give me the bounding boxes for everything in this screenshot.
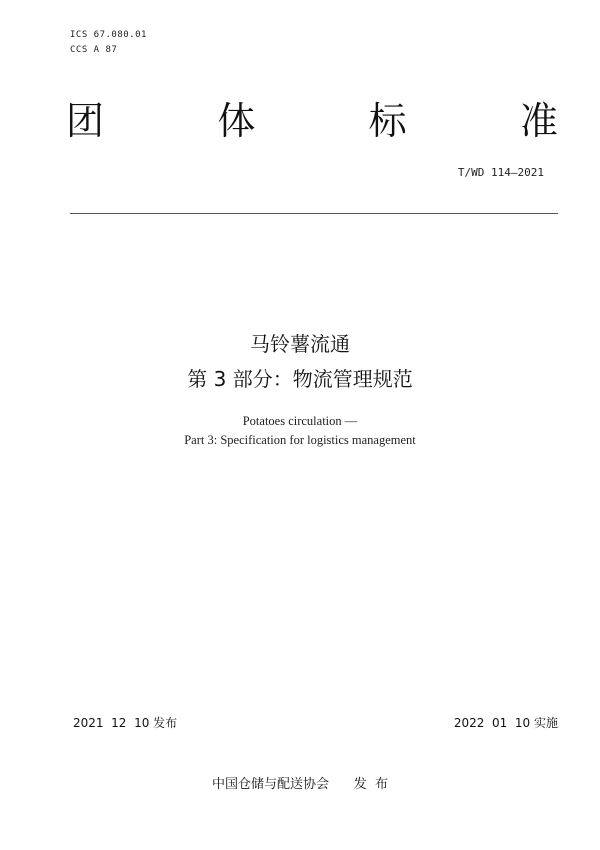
standard-type-char: 团: [66, 99, 105, 143]
standard-number: T/WD 114—2021: [457, 166, 544, 179]
chinese-title-line-2: 第 3 部分：物流管理规范: [187, 367, 413, 391]
ccs-code: CCS A 87: [70, 45, 118, 55]
ics-code: ICS 67.080.01: [70, 30, 147, 40]
english-title-line-2: Part 3: Specification for logistics management: [184, 433, 416, 447]
header-divider: [70, 213, 558, 214]
publisher: 中国仓储与配送协会 发 布: [211, 777, 389, 792]
chinese-title-line-1: 马铃薯流通: [250, 332, 350, 356]
english-title-line-1: Potatoes circulation —: [242, 414, 358, 428]
standard-type-char: 标: [368, 99, 407, 143]
standard-type-heading: [66, 98, 558, 144]
standard-type-char: 准: [519, 99, 558, 143]
implementation-date: 2022 01 10 实施: [453, 716, 558, 730]
issue-date: 2021 12 10 发布: [73, 716, 178, 730]
standard-type-char: 体: [217, 99, 256, 143]
